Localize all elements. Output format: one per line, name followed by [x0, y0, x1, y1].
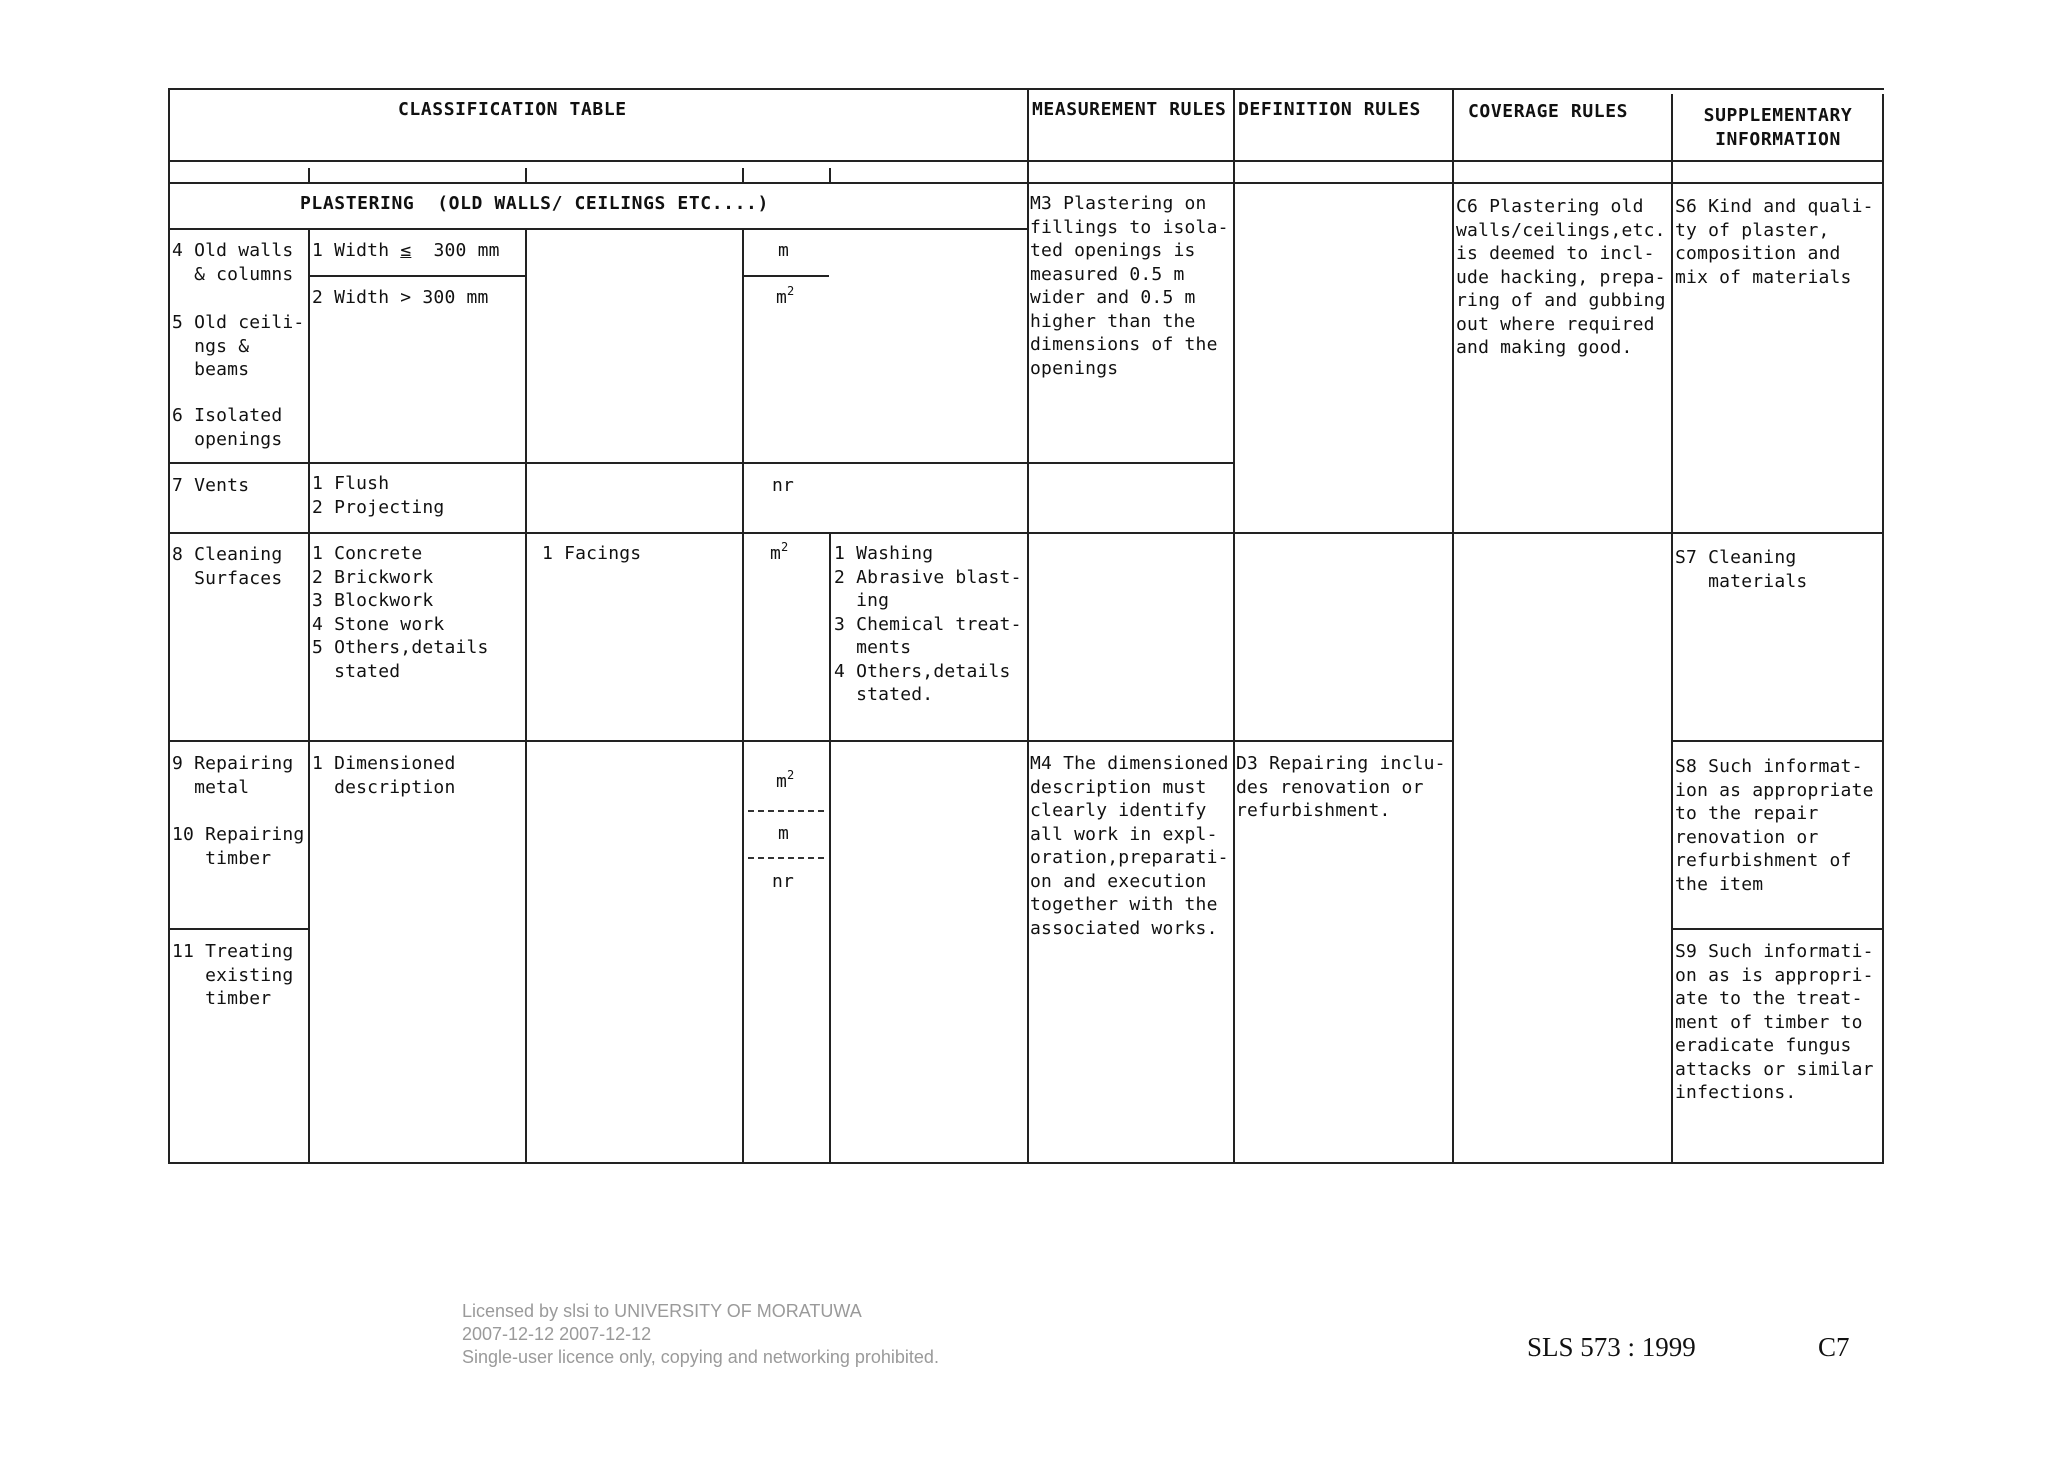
- row11-label: 11 Treating existing timber: [172, 941, 294, 1009]
- header-coverage: COVERAGE RULES: [1468, 101, 1629, 122]
- header-bottom: [168, 160, 1884, 162]
- section-title: PLASTERING (OLD WALLS/ CEILINGS ETC....): [300, 193, 769, 214]
- row10-label: 10 Repairing timber: [172, 824, 305, 869]
- frame-left: [168, 88, 170, 1164]
- row4-item2: 2 Width > 300 mm: [312, 287, 489, 308]
- class-col-1: [308, 228, 310, 1162]
- row7-items: 1 Flush 2 Projecting: [312, 473, 445, 518]
- s8-info: S8 Such informat- ion as appropriate to the repair renovation or refurbishment of the item: [1675, 756, 1874, 895]
- license-line-2: 2007-12-12 2007-12-12: [462, 1324, 652, 1344]
- m4-rule: M4 The dimensioned description must clearly identify all work in expl- oration,preparati- on and execution together with the associated works.: [1030, 753, 1229, 939]
- frame-top: [168, 88, 1884, 90]
- row5-label: 5 Old ceili- ngs & beams: [172, 312, 305, 380]
- header-definition: DEFINITION RULES: [1238, 99, 1421, 120]
- frame-right: [1882, 94, 1884, 1164]
- row4-item1-label: 1 Width: [312, 240, 390, 261]
- unit-m2-base: m: [776, 287, 788, 308]
- class-col-3: [742, 228, 744, 1162]
- row9-top: [168, 740, 1453, 742]
- row4-unit-line: [742, 275, 829, 277]
- d3-rule: D3 Repairing inclu- des renovation or refurbishment.: [1236, 753, 1446, 821]
- m3-rule: M3 Plastering on fillings to isola- ted openings is measured 0.5 m wider and 0.5 m higher than the dimensions of the openings: [1030, 193, 1229, 379]
- header-measurement: MEASUREMENT RULES: [1032, 99, 1227, 120]
- row6-label: 6 Isolated openings: [172, 405, 283, 450]
- row4-item1-value: 300 mm: [433, 240, 500, 261]
- band-tick-1: [308, 168, 310, 182]
- section-title-bottom: [168, 228, 1028, 230]
- row4-label: 4 Old walls & columns: [172, 240, 294, 285]
- row9-top-supp: [1671, 740, 1883, 742]
- s7-info: S7 Cleaning materials: [1675, 547, 1808, 592]
- row4-item1: [312, 239, 500, 263]
- col-divider-definition: [1233, 88, 1235, 1164]
- c6-rule: C6 Plastering old walls/ceilings,etc. is deemed to incl- ude hacking, prepa- ring of and gubbing out where required and making good.: [1456, 196, 1666, 358]
- class-col-4: [829, 532, 831, 1162]
- standard-number: SLS 573 : 1999: [1527, 1332, 1696, 1362]
- row9-unit-m: m: [778, 823, 790, 844]
- license-line-1: Licensed by slsi to UNIVERSITY OF MORATUWA: [462, 1301, 862, 1321]
- col-divider-measurement: [1027, 88, 1029, 1164]
- row7-label: 7 Vents: [172, 475, 250, 496]
- less-equal-symbol: ≤: [400, 240, 412, 261]
- row8-facings: 1 Facings: [542, 543, 642, 564]
- frame-bottom: [168, 1162, 1884, 1164]
- class-col-2: [525, 228, 527, 1162]
- row8-unit-base: m: [770, 543, 782, 564]
- band-bottom: [168, 182, 1884, 184]
- header-classification: CLASSIFICATION TABLE: [398, 99, 627, 120]
- row11-top: [168, 928, 308, 930]
- row8-unit-m2: [770, 542, 788, 568]
- band-tick-4: [829, 168, 831, 182]
- header-supplementary: SUPPLEMENTARY INFORMATION: [1703, 105, 1853, 150]
- row8-methods: 1 Washing 2 Abrasive blast- ing 3 Chemical treat- ments 4 Others,details stated.: [834, 543, 1022, 705]
- band-tick-2: [525, 168, 527, 182]
- page-number: C7: [1818, 1332, 1850, 1362]
- row8-items: 1 Concrete 2 Brickwork 3 Blockwork 4 Stone work 5 Others,details stated: [312, 543, 489, 682]
- unit-dash-2: [748, 857, 824, 859]
- row4-unit-m: m: [778, 240, 790, 261]
- row7-measure-top: [1027, 462, 1233, 464]
- col-divider-supplementary: [1671, 94, 1673, 1164]
- col-divider-coverage: [1452, 88, 1454, 1164]
- row8-unit-superscript: 2: [781, 540, 789, 554]
- s6-info: S6 Kind and quali- ty of plaster, composition and mix of materials: [1675, 196, 1874, 288]
- row9-unit-base: m: [776, 771, 788, 792]
- row9-unit-nr: nr: [772, 871, 795, 892]
- row11-top-supp: [1671, 928, 1883, 930]
- unit-m2-superscript: 2: [787, 284, 795, 298]
- row8-label: 8 Cleaning Surfaces: [172, 544, 283, 589]
- row9-unit-superscript: 2: [787, 768, 795, 782]
- row7-unit-nr: nr: [772, 475, 795, 496]
- row8-top: [168, 532, 1884, 534]
- row9-unit-m2: [776, 770, 794, 796]
- license-line-3: Single-user licence only, copying and networking prohibited.: [462, 1347, 939, 1367]
- row9-item: 1 Dimensioned description: [312, 753, 456, 798]
- unit-dash-1: [748, 810, 824, 812]
- band-tick-3: [742, 168, 744, 182]
- row7-top: [168, 462, 1028, 464]
- s9-info: S9 Such informati- on as is appropri- ate to the treat- ment of timber to eradicate fungus attacks or similar infections.: [1675, 941, 1874, 1103]
- row4-width-line: [308, 275, 525, 277]
- row4-unit-m2: [776, 286, 794, 312]
- row9-label: 9 Repairing metal: [172, 753, 294, 798]
